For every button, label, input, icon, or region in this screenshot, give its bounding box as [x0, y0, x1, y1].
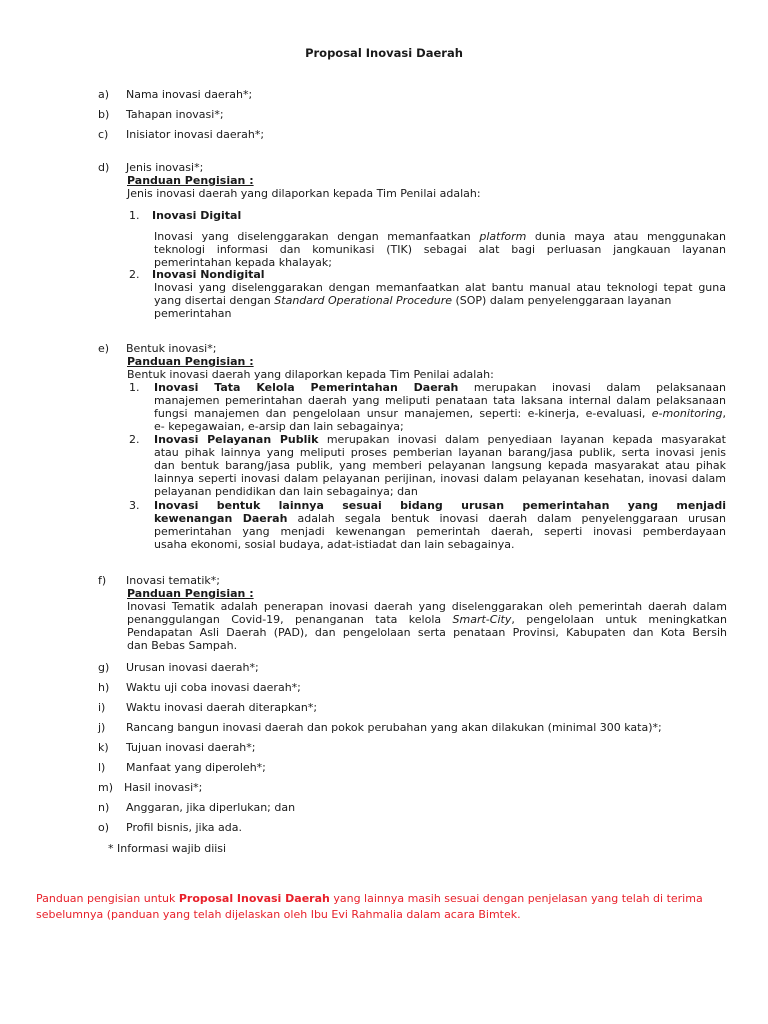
item-c-label: c): [98, 128, 109, 141]
jenis-heading-nondigital: Inovasi Nondigital: [152, 268, 265, 281]
jenis-digital-paragraph: [154, 230, 726, 269]
line: yang disertai dengan Standard Operational Procedure (SOP) dalam penyelenggaraan layanan: [154, 294, 672, 307]
line: e- kepegawaian, e-arsip dan lain sebagainya;: [154, 420, 404, 433]
line: atau pihak lainnya yang meliputi proses pemberian layanan barang/jasa publik, serta inovasi jenis: [154, 446, 726, 459]
item-d-label: d): [98, 161, 110, 174]
item-n-label: n): [98, 801, 110, 814]
bentuk-number-2: 2.: [129, 433, 140, 446]
jenis-number-2: 2.: [129, 268, 140, 281]
item-i-text: Waktu inovasi daerah diterapkan*;: [126, 701, 318, 714]
item-f-label: f): [98, 574, 107, 587]
jenis-number-1: 1.: [129, 209, 140, 222]
item-g-text: Urusan inovasi daerah*;: [126, 661, 259, 674]
footer-note: [36, 891, 736, 923]
item-k-text: Tujuan inovasi daerah*;: [126, 741, 256, 754]
item-h-label: h): [98, 681, 110, 694]
line: fungsi manajemen dan pengelolaan unsur manajemen, seperti: e-kinerja, e-evaluasi, e-monitoring,: [154, 407, 726, 420]
item-c-text: Inisiator inovasi daerah*;: [126, 128, 265, 141]
jenis-nondigital-paragraph: [154, 281, 726, 320]
item-h-text: Waktu uji coba inovasi daerah*;: [126, 681, 301, 694]
line: pelayanan pendidikan dan lain sebagainya; dan: [154, 485, 418, 498]
line: pemerintahan yang menjadi kewenangan pemerintah daerah, seperti inovasi pemberdayaan: [154, 525, 726, 538]
bentuk-number-1: 1.: [129, 381, 140, 394]
line: Inovasi Tematik adalah penerapan inovasi daerah yang diselenggarakan oleh pemerintah daerah dalam: [127, 600, 727, 613]
jenis-heading-digital: Inovasi Digital: [152, 209, 242, 222]
line: dan Bebas Sampah.: [127, 639, 238, 652]
item-e-text: Bentuk inovasi*;: [126, 342, 217, 355]
page-title: Proposal Inovasi Daerah: [305, 46, 463, 60]
line: pemerintahan: [154, 307, 232, 320]
item-e-label: e): [98, 342, 110, 355]
item-a-label: a): [98, 88, 110, 101]
line: Inovasi bentuk lainnya sesuai bidang urusan pemerintahan yang menjadi: [154, 499, 726, 512]
required-note: * Informasi wajib diisi: [108, 842, 227, 855]
jenis-intro: Jenis inovasi daerah yang dilaporkan kepada Tim Penilai adalah:: [127, 187, 481, 200]
item-k-label: k): [98, 741, 109, 754]
item-m-label: m): [98, 781, 114, 794]
line: manajemen pemerintahan daerah yang meliputi penataan tata laksana internal dalam pelaksanaan: [154, 394, 726, 407]
tematik-paragraph: [127, 600, 727, 652]
line: usaha ekonomi, sosial budaya, adat-istiadat dan lain sebagainya.: [154, 538, 515, 551]
item-f-text: Inovasi tematik*;: [126, 574, 220, 587]
item-j-text: Rancang bangun inovasi daerah dan pokok perubahan yang akan dilakukan (minimal 300 kata)*;: [126, 721, 662, 734]
line: Inovasi yang diselenggarakan dengan memanfaatkan platform dunia maya atau menggunakan: [154, 230, 726, 243]
guide-heading-d: Panduan Pengisian :: [127, 174, 254, 187]
item-b-text: Tahapan inovasi*;: [126, 108, 224, 121]
footer-line-1: Panduan pengisian untuk Proposal Inovasi Daerah yang lainnya masih sesuai dengan penjelasan yang telah di terima: [36, 892, 703, 905]
line: kewenangan Daerah adalah segala bentuk inovasi daerah dalam penyelenggaraan urusan: [154, 512, 726, 525]
item-l-label: l): [98, 761, 106, 774]
line: dan bentuk barang/jasa publik, yang memberi pelayanan langsung kepada masyarakat atau pihak: [154, 459, 726, 472]
line: penanggulangan Covid-19, penanganan tata kelola Smart-City, pengelolaan untuk meningkatkan: [127, 613, 727, 626]
item-j-label: j): [98, 721, 106, 734]
item-n-text: Anggaran, jika diperlukan; dan: [126, 801, 296, 814]
item-d-text: Jenis inovasi*;: [126, 161, 204, 174]
footer-line-2: sebelumnya (panduan yang telah dijelaskan oleh Ibu Evi Rahmalia dalam acara Bimtek.: [36, 908, 521, 921]
guide-heading-e: Panduan Pengisian :: [127, 355, 254, 368]
bentuk-tatakelola-paragraph: [154, 381, 726, 433]
bentuk-lainnya-paragraph: [154, 499, 726, 551]
bentuk-number-3: 3.: [129, 499, 140, 512]
line: pemerintahan kepada khalayak;: [154, 256, 332, 269]
line: lainnya seperti inovasi dalam pelayanan perijinan, inovasi dalam pelayanan kesehatan, inovasi dalam: [154, 472, 726, 485]
bentuk-intro: Bentuk inovasi daerah yang dilaporkan kepada Tim Penilai adalah:: [127, 368, 494, 381]
item-o-text: Profil bisnis, jika ada.: [126, 821, 242, 834]
line: teknologi informasi dan komunikasi (TIK) sebagai alat bagi perluasan jangkauan layanan: [154, 243, 726, 256]
item-a-text: Nama inovasi daerah*;: [126, 88, 253, 101]
item-g-label: g): [98, 661, 110, 674]
line: Inovasi yang diselenggarakan dengan memanfaatkan alat bantu manual atau teknologi tepat guna: [154, 281, 726, 294]
item-b-label: b): [98, 108, 110, 121]
guide-heading-f: Panduan Pengisian :: [127, 587, 254, 600]
bentuk-pelayanan-paragraph: [154, 433, 726, 498]
item-i-label: i): [98, 701, 106, 714]
item-l-text: Manfaat yang diperoleh*;: [126, 761, 266, 774]
line: Inovasi Pelayanan Publik merupakan inovasi dalam penyediaan layanan kepada masyarakat: [154, 433, 726, 446]
line: Pendapatan Asli Daerah (PAD), dan pengelolaan serta penataan Provinsi, Kabupaten dan Kota Bersih: [127, 626, 727, 639]
line: Inovasi Tata Kelola Pemerintahan Daerah merupakan inovasi dalam pelaksanaan: [154, 381, 726, 394]
item-o-label: o): [98, 821, 110, 834]
item-m-text: Hasil inovasi*;: [124, 781, 203, 794]
